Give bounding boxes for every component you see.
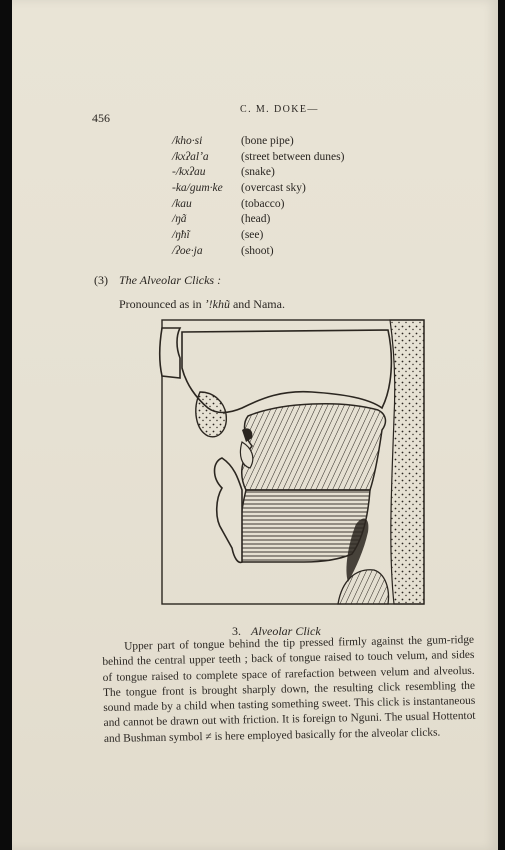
pronunciation-note (119, 297, 285, 312)
gloss: (see) (241, 229, 264, 242)
list-item (172, 134, 344, 150)
caption-title: Alveolar Click (251, 624, 321, 638)
list-item (172, 244, 344, 260)
section-heading (94, 273, 221, 288)
upper-lip (160, 328, 180, 378)
gloss: (street between dunes) (241, 150, 345, 163)
gloss: (bone pipe) (241, 135, 294, 147)
list-item (172, 197, 344, 213)
gloss: (overcast sky) (241, 182, 306, 195)
larynx (338, 570, 388, 604)
book-page (12, 0, 498, 850)
list-item (172, 150, 344, 166)
list-item (172, 228, 344, 244)
click-word: /ŋħĩ (172, 229, 190, 242)
description-paragraph: Upper part of tongue behind the tip pressed firmly against the gum-ridge behind the central upper teeth ; back of tongue raised to touch velum, and sides of tongue raised to complete space of rarefaction between velum and alveolus. The tongue front is brought sharply down, the resulting click resembling the sound made by a child when tasting something sweet. This click is instantaneous and cannot be drawn out with friction. It is foreign to Nguni. The usual Hottentot and Bushman symbol ≠ is here employed basically for the alveolar clicks. (102, 633, 476, 745)
gloss: (head) (241, 213, 271, 226)
gloss: (snake) (241, 166, 275, 179)
gloss: (tobacco) (241, 197, 285, 210)
lower-jaw (215, 458, 243, 562)
word-list (172, 134, 344, 260)
caption-number: 3. (232, 624, 241, 638)
list-item (172, 165, 344, 181)
tongue-upper (242, 404, 386, 490)
list-item (172, 181, 344, 197)
pharynx-wall (390, 320, 424, 604)
click-word: /kxʔalʼa (172, 150, 209, 163)
pronounced-prefix: Pronounced as in (119, 297, 205, 311)
click-word: /kau (172, 197, 192, 210)
click-word: /ŋã (172, 213, 187, 226)
alveolar-click-diagram (142, 318, 427, 608)
section-title: The Alveolar Clicks : (119, 273, 222, 287)
pronounced-suffix: and Nama. (229, 297, 285, 311)
gloss: (shoot) (241, 244, 274, 257)
click-word: /ʔoe·ja (172, 244, 203, 257)
list-item (172, 212, 344, 228)
click-word: -/kxʔau (172, 166, 206, 179)
section-number: (3) (94, 273, 108, 287)
running-head: C. M. DOKE— (240, 104, 319, 115)
page-number: 456 (92, 111, 110, 125)
click-word: /kho·si (172, 135, 203, 147)
example-word: ʼ!khũ (204, 297, 230, 311)
click-word: -ka/gum·ke (172, 182, 223, 195)
